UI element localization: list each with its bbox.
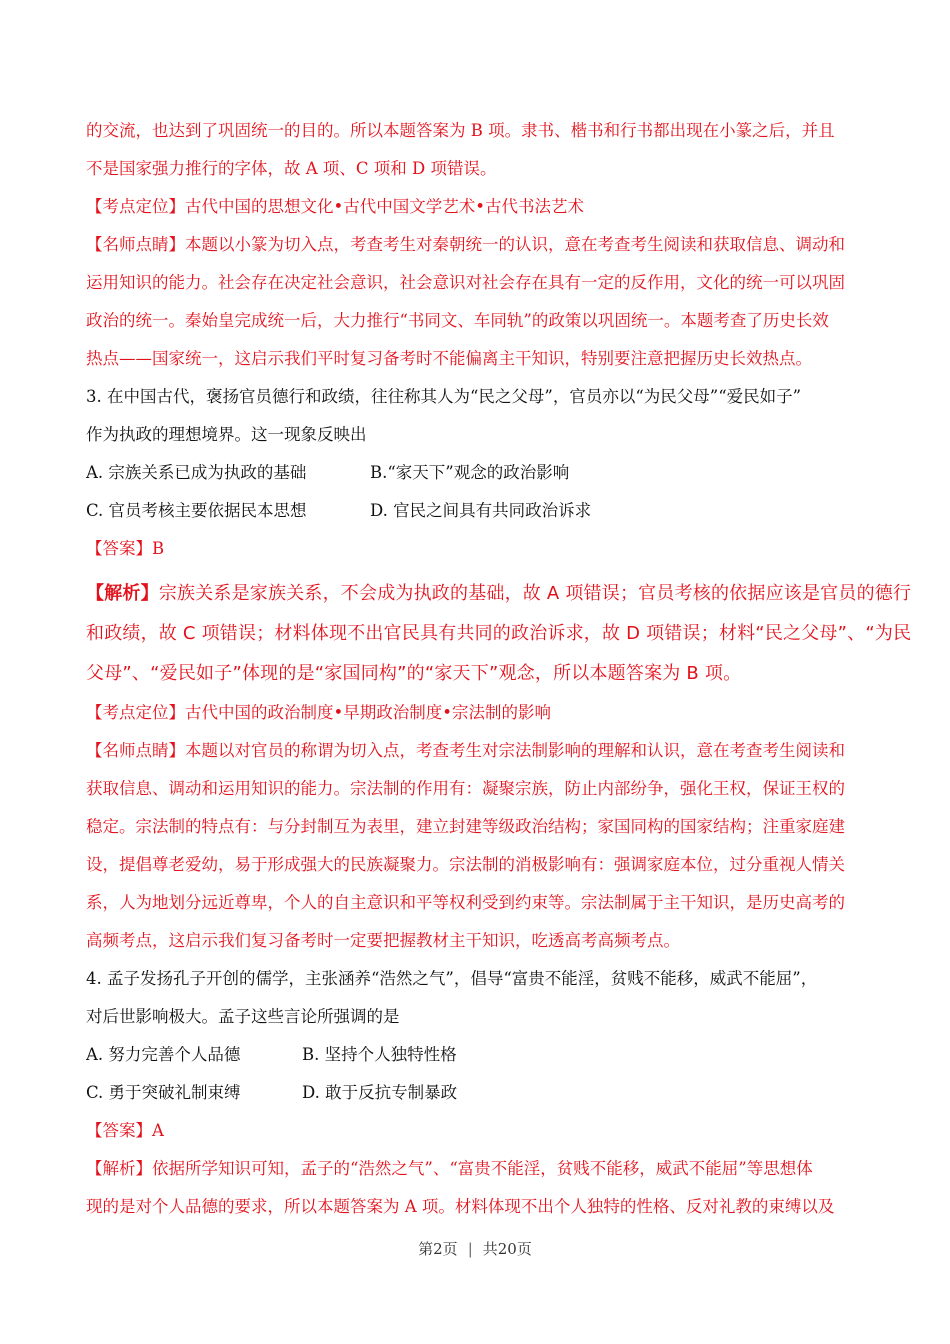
- q3-analysis-text-1: 宗族关系是家族关系，不会成为执政的基础，故 A 项错误；官员考核的依据应该是官员的德行: [158, 583, 912, 604]
- q4-answer: [86, 1112, 862, 1150]
- q3-answer-value: B: [152, 539, 165, 558]
- q4-analysis-line-2: 现的是对个人品德的要求，所以本题答案为 A 项。材料体现不出个人独特的性格、反对礼教的束缚以及: [86, 1197, 835, 1216]
- footer-total-pages: 共20页: [482, 1240, 532, 1258]
- q3-teacher-line-2: 获取信息、调动和运用知识的能力。宗法制的作用有：凝聚宗族，防止内部纷争，强化王权，保证王权的: [86, 779, 845, 798]
- q3-teacher-line-5: 系，人为地划分远近尊卑，个人的自主意识和平等权利受到约束等。宗法制属于主干知识，是历史高考的: [86, 893, 845, 912]
- page-content: [86, 112, 912, 1226]
- q2-teacher-line-1: 【名师点睛】本题以小篆为切入点，考查考生对秦朝统一的认识，意在考查考生阅读和获取信息、调动和: [86, 235, 845, 254]
- q3-analysis-tag: 【解析】: [86, 583, 159, 604]
- q4-option-a: A. 努力完善个人品德: [86, 1045, 241, 1064]
- q3-analysis-line-1: [86, 574, 912, 614]
- q3-teacher-line-6: 高频考点，这启示我们复习备考时一定要把握教材主干知识，吃透高考高频考点。: [86, 931, 680, 950]
- q3-analysis-line-2: 和政绩，故 C 项错误；材料体现不出官民具有共同的政治诉求，故 D 项错误；材料“民之父母”、“为民: [86, 623, 912, 644]
- q3-teacher-line-4: 设，提倡尊老爱幼，易于形成强大的民族凝聚力。宗法制的消极影响有：强调家庭本位，过分重视人情关: [86, 855, 845, 874]
- q3-answer: [86, 530, 862, 568]
- q2-teacher-line-4: 热点——国家统一，这启示我们平时复习备考时不能偏离主干知识，特别要注意把握历史长效热点。: [86, 349, 812, 368]
- q4-analysis-line-1: 【解析】依据所学知识可知，孟子的“浩然之气”、“富贵不能淫，贫贱不能移，威武不能屈”等思想体: [86, 1159, 813, 1178]
- q4-option-b: B. 坚持个人独特性格: [302, 1045, 457, 1064]
- footer-page-number: 第2页: [418, 1240, 458, 1258]
- q3-option-b: B.“家天下”观念的政治影响: [370, 463, 570, 482]
- q4-option-d: D. 敢于反抗专制暴政: [302, 1083, 458, 1102]
- q3-teacher-line-3: 稳定。宗法制的特点有：与分封制互为表里，建立封建等级政治结构；家国同构的国家结构；注重家庭建: [86, 817, 845, 836]
- q3-options-row-2: [86, 492, 862, 530]
- q2-teacher-line-3: 政治的统一。秦始皇完成统一后，大力推行“书同文、车同轨”的政策以巩固统一。本题考查了历史长效: [86, 311, 829, 330]
- q4-options-row-2: [86, 1074, 862, 1112]
- q3-stem-line-2: 作为执政的理想境界。这一现象反映出: [86, 425, 367, 444]
- intro-line-1: 的交流，也达到了巩固统一的目的。所以本题答案为 B 项。隶书、楷书和行书都出现在小篆之后，并且: [86, 121, 835, 140]
- page-footer: [0, 1238, 950, 1259]
- q3-options-row-1: [86, 454, 862, 492]
- q3-option-a: A. 宗族关系已成为执政的基础: [86, 463, 307, 482]
- q3-answer-tag: 【答案】: [86, 539, 152, 558]
- footer-separator: |: [467, 1240, 473, 1258]
- q4-stem-line-1: 4. 孟子发扬孔子开创的儒学，主张涵养“浩然之气”，倡导“富贵不能淫，贫贱不能移，威武不能屈”，: [86, 969, 818, 988]
- q2-teacher-line-2: 运用知识的能力。社会存在决定社会意识，社会意识对社会存在具有一定的反作用，文化的统一可以巩固: [86, 273, 845, 292]
- q3-point-location: 【考点定位】古代中国的政治制度•早期政治制度•宗法制的影响: [86, 703, 551, 722]
- q4-answer-value: A: [152, 1121, 164, 1140]
- intro-line-2: 不是国家强力推行的字体，故 A 项、C 项和 D 项错误。: [86, 159, 497, 178]
- q4-options-row-1: [86, 1036, 862, 1074]
- q2-point-location: 【考点定位】古代中国的思想文化•古代中国文学艺术•古代书法艺术: [86, 197, 584, 216]
- q3-option-d: D. 官民之间具有共同政治诉求: [370, 501, 592, 520]
- q3-stem-line-1: 3. 在中国古代，褒扬官员德行和政绩，往往称其人为“民之父母”，官员亦以“为民父母”“爱民如子”: [86, 387, 802, 406]
- q3-teacher-line-1: 【名师点睛】本题以对官员的称谓为切入点，考查考生对宗法制影响的理解和认识，意在考查考生阅读和: [86, 741, 845, 760]
- q4-answer-tag: 【答案】: [86, 1121, 152, 1140]
- q4-option-c: C. 勇于突破礼制束缚: [86, 1083, 241, 1102]
- q3-analysis-line-3: 父母”、“爱民如子”体现的是“家国同构”的“家天下”观念，所以本题答案为 B 项。: [86, 663, 742, 684]
- q3-option-c: C. 官员考核主要依据民本思想: [86, 501, 307, 520]
- q4-stem-line-2: 对后世影响极大。孟子这些言论所强调的是: [86, 1007, 400, 1026]
